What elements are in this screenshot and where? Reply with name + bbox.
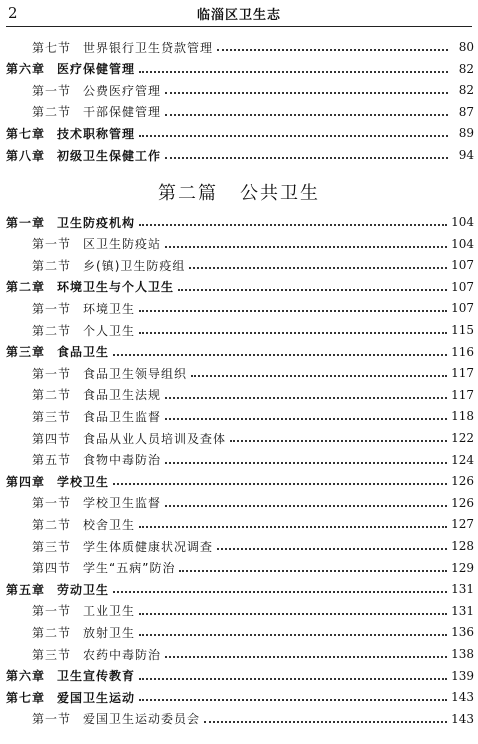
dot-leader xyxy=(139,678,447,680)
entry-number: 第六章 xyxy=(6,669,46,684)
dot-leader xyxy=(139,135,448,137)
entry-page-number: 131 xyxy=(451,582,474,597)
toc-section-entry[interactable] xyxy=(6,36,474,58)
page-number: 2 xyxy=(8,4,18,22)
dot-leader xyxy=(139,332,447,334)
entry-title: 学校卫生监督 xyxy=(83,496,162,511)
entry-number: 第一节 xyxy=(32,237,72,252)
part-heading xyxy=(0,179,478,205)
entry-page-number: 116 xyxy=(451,344,474,359)
entry-number: 第一节 xyxy=(32,366,72,381)
entry-page-number: 131 xyxy=(451,603,474,618)
entry-number: 第二节 xyxy=(32,323,72,338)
toc-section-entry[interactable] xyxy=(6,362,474,384)
toc-chapter-entry[interactable] xyxy=(6,665,474,687)
entry-title: 区卫生防疫站 xyxy=(83,237,162,252)
entry-title: 农药中毒防治 xyxy=(83,647,162,662)
entry-page-number: 107 xyxy=(451,279,474,294)
toc-chapter-entry[interactable] xyxy=(6,144,474,166)
entry-title: 爱国卫生运动 xyxy=(57,690,136,705)
dot-leader xyxy=(165,656,447,658)
entry-page-number: 107 xyxy=(451,258,474,273)
dot-leader xyxy=(189,267,447,269)
dot-leader xyxy=(165,418,447,420)
entry-title: 个人卫生 xyxy=(83,323,136,338)
entry-page-number: 82 xyxy=(458,61,474,76)
entry-page-number: 143 xyxy=(451,711,474,726)
entry-title: 学生体质健康状况调查 xyxy=(83,539,214,554)
entry-page-number: 118 xyxy=(451,409,474,424)
entry-page-number: 117 xyxy=(451,366,474,381)
dot-leader xyxy=(139,526,447,528)
entry-number: 第一章 xyxy=(6,215,46,230)
entry-page-number: 104 xyxy=(451,236,474,251)
toc-section-entry[interactable] xyxy=(6,319,474,341)
entry-number: 第三节 xyxy=(32,647,72,662)
dot-leader xyxy=(139,613,447,615)
entry-title: 干部保健管理 xyxy=(83,105,162,120)
entry-number: 第一节 xyxy=(32,301,72,316)
running-title: 临淄区卫生志 xyxy=(196,8,281,23)
entry-number: 第二节 xyxy=(32,517,72,532)
entry-title: 爱国卫生运动委员会 xyxy=(83,712,201,727)
entry-number: 第四节 xyxy=(32,431,72,446)
dot-leader xyxy=(179,570,447,572)
entry-page-number: 129 xyxy=(451,560,474,575)
dot-leader xyxy=(113,354,447,356)
entry-page-number: 115 xyxy=(451,323,474,337)
entry-page-number: 80 xyxy=(458,40,474,54)
entry-number: 第七节 xyxy=(32,40,72,55)
dot-leader xyxy=(165,505,447,507)
dot-leader xyxy=(113,591,447,593)
toc-chapter-entry[interactable] xyxy=(6,341,474,363)
entry-page-number: 128 xyxy=(451,539,474,553)
entry-number: 第二节 xyxy=(32,388,72,403)
entry-title: 学校卫生 xyxy=(57,474,110,489)
entry-number: 第八章 xyxy=(6,148,46,163)
toc-section-entry[interactable] xyxy=(6,557,474,579)
dot-leader xyxy=(165,462,447,464)
entry-page-number: 89 xyxy=(458,126,474,141)
toc-chapter-entry[interactable] xyxy=(6,470,474,492)
entry-number: 第二章 xyxy=(6,280,46,295)
entry-title: 工业卫生 xyxy=(83,604,136,619)
toc-section-entry[interactable] xyxy=(6,513,474,535)
entry-title: 学生“五病”防治 xyxy=(83,561,176,576)
entry-title: 医疗保健管理 xyxy=(57,62,136,77)
page-header xyxy=(6,4,472,24)
entry-number: 第五章 xyxy=(6,582,46,597)
toc-chapter-entry[interactable] xyxy=(6,686,474,708)
entry-number: 第五节 xyxy=(32,453,72,468)
entry-title: 环境卫生 xyxy=(83,301,136,316)
toc-section-entry[interactable] xyxy=(6,297,474,319)
entry-number: 第一节 xyxy=(32,604,72,619)
entry-title: 乡(镇)卫生防疫组 xyxy=(83,258,186,273)
entry-number: 第二节 xyxy=(32,105,72,120)
entry-number: 第一节 xyxy=(32,496,72,511)
entry-number: 第四章 xyxy=(6,474,46,489)
toc-section-entry[interactable] xyxy=(6,233,474,255)
entry-page-number: 138 xyxy=(451,647,474,661)
entry-title: 食物中毒防治 xyxy=(83,453,162,468)
entry-number: 第六章 xyxy=(6,62,46,77)
entry-title: 环境卫生与个人卫生 xyxy=(57,280,175,295)
entry-title: 卫生宣传教育 xyxy=(57,669,136,684)
header-rule xyxy=(6,26,472,27)
entry-title: 放射卫生 xyxy=(83,625,136,640)
dot-leader xyxy=(165,246,447,248)
entry-number: 第二节 xyxy=(32,258,72,273)
entry-page-number: 107 xyxy=(451,301,474,316)
toc-chapter-entry[interactable] xyxy=(6,122,474,144)
entry-page-number: 136 xyxy=(451,625,474,640)
entry-title: 食品卫生监督 xyxy=(83,409,162,424)
dot-leader xyxy=(165,114,448,116)
dot-leader xyxy=(139,71,448,73)
entry-page-number: 117 xyxy=(451,387,474,402)
entry-number: 第四节 xyxy=(32,561,72,576)
dot-leader xyxy=(178,289,447,291)
toc-section-entry[interactable] xyxy=(6,535,474,557)
entry-page-number: 82 xyxy=(458,83,474,98)
entry-title: 初级卫生保健工作 xyxy=(57,148,162,163)
entry-page-number: 124 xyxy=(451,452,474,467)
toc-section-entry[interactable] xyxy=(6,254,474,276)
entry-page-number: 122 xyxy=(451,431,474,445)
dot-leader xyxy=(217,49,448,51)
toc-section-entry[interactable] xyxy=(6,405,474,427)
entry-page-number: 143 xyxy=(451,690,474,705)
entry-page-number: 126 xyxy=(451,495,474,510)
toc-section-entry[interactable] xyxy=(6,621,474,643)
entry-page-number: 87 xyxy=(458,104,474,119)
dot-leader xyxy=(230,440,447,442)
entry-title: 世界银行卫生贷款管理 xyxy=(83,40,214,55)
dot-leader xyxy=(113,483,447,485)
entry-number: 第一节 xyxy=(32,712,72,727)
entry-title: 劳动卫生 xyxy=(57,582,110,597)
toc-section-entry[interactable] xyxy=(6,79,474,101)
toc-section-entry[interactable] xyxy=(6,449,474,471)
toc-section-entry[interactable] xyxy=(6,708,474,730)
toc-section-entry[interactable] xyxy=(6,427,474,449)
entry-title: 食品卫生领导组织 xyxy=(83,366,188,381)
entry-title: 食品从业人员培训及查体 xyxy=(83,431,227,446)
entry-title: 公费医疗管理 xyxy=(83,83,162,98)
part-title: 公共卫生 xyxy=(240,183,320,204)
toc-section-entry[interactable] xyxy=(6,384,474,406)
toc-section-entry[interactable] xyxy=(6,492,474,514)
entry-number: 第三节 xyxy=(32,409,72,424)
toc-section-entry[interactable] xyxy=(6,101,474,123)
dot-leader xyxy=(165,157,448,159)
dot-leader xyxy=(139,224,447,226)
entry-title: 卫生防疫机构 xyxy=(57,215,136,230)
entry-title: 校舍卫生 xyxy=(83,517,136,532)
entry-number: 第一节 xyxy=(32,83,72,98)
toc-chapter-entry[interactable] xyxy=(6,276,474,298)
entry-title: 食品卫生法规 xyxy=(83,388,162,403)
entry-number: 第三节 xyxy=(32,539,72,554)
toc-chapter-entry[interactable] xyxy=(6,578,474,600)
entry-page-number: 104 xyxy=(451,215,474,229)
dot-leader xyxy=(139,310,447,312)
entry-title: 食品卫生 xyxy=(57,345,110,360)
entry-page-number: 139 xyxy=(451,668,474,683)
dot-leader xyxy=(165,92,448,94)
entry-number: 第七章 xyxy=(6,690,46,705)
entry-page-number: 126 xyxy=(451,474,474,489)
dot-leader xyxy=(165,397,447,399)
toc-chapter-entry[interactable] xyxy=(6,58,474,80)
dot-leader xyxy=(217,548,447,550)
part-label: 第二篇 xyxy=(158,183,218,204)
dot-leader xyxy=(139,634,447,636)
dot-leader xyxy=(139,699,447,701)
entry-title: 技术职称管理 xyxy=(57,126,136,141)
toc-section-entry[interactable] xyxy=(6,600,474,622)
toc-chapter-entry[interactable] xyxy=(6,211,474,233)
entry-page-number: 94 xyxy=(458,148,474,162)
dot-leader xyxy=(191,375,447,377)
entry-number: 第三章 xyxy=(6,345,46,360)
entry-number: 第七章 xyxy=(6,126,46,141)
entry-page-number: 127 xyxy=(451,517,474,532)
toc-section-entry[interactable] xyxy=(6,643,474,665)
dot-leader xyxy=(204,721,447,723)
entry-number: 第二节 xyxy=(32,625,72,640)
